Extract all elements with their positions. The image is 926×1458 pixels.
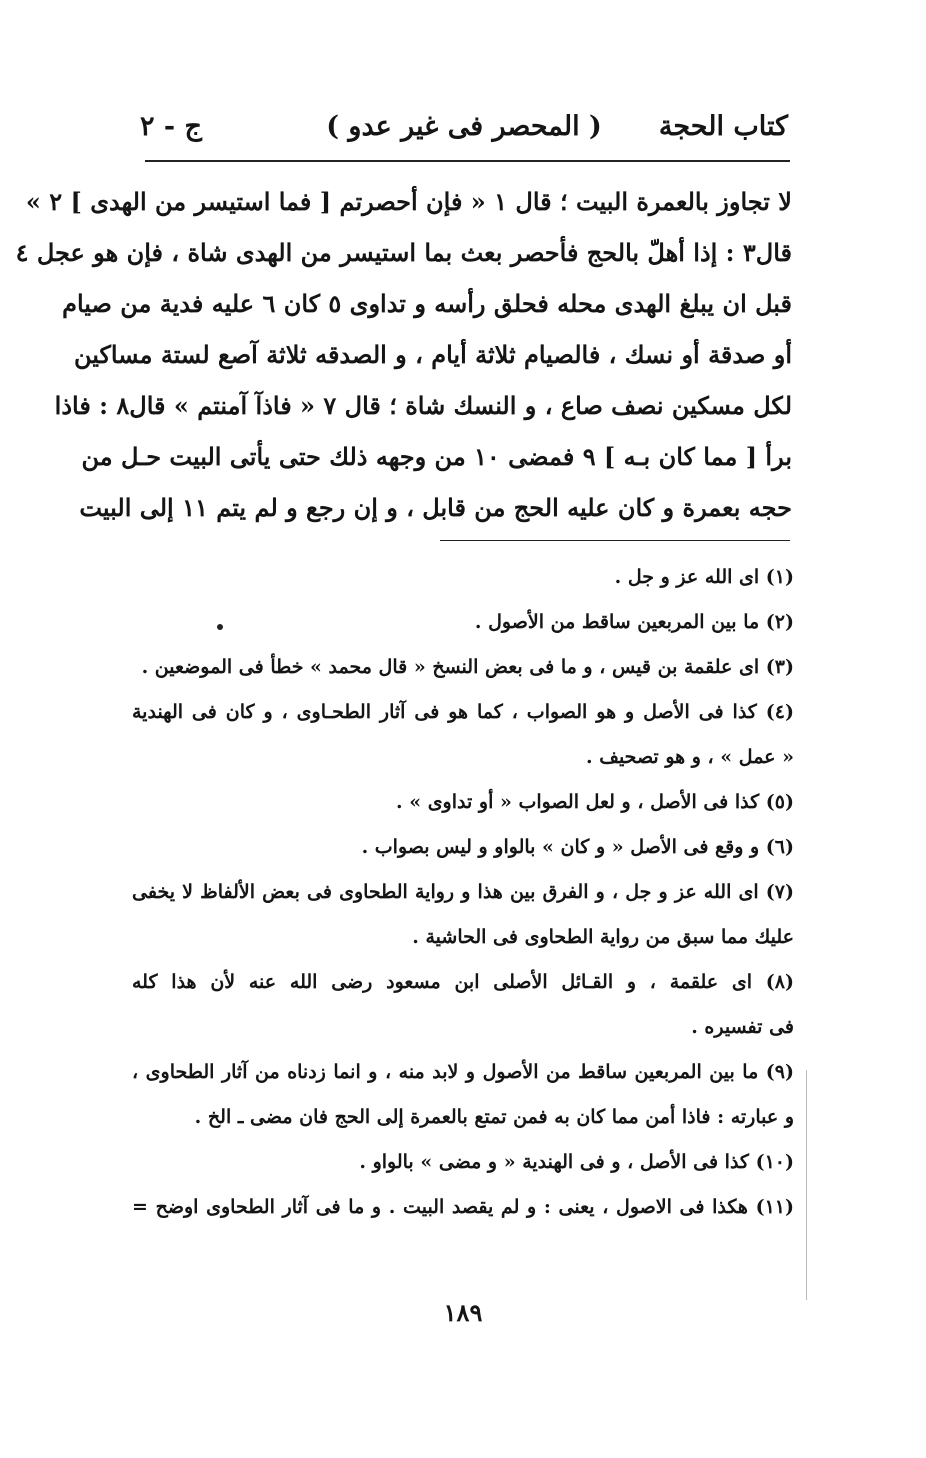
scan-edge-line	[806, 1070, 807, 1300]
footnote: (١٠) كذا فى الأصل ، و فى الهندية « و مضى » بالواو .	[359, 1151, 794, 1173]
text-line: قال٣ : إذا أهلّ بالحج فأحصر بعث بما استيسر من الهدى شاة ، فإن هو عجل ٤	[15, 238, 792, 267]
main-text	[15, 176, 792, 533]
footnote-continuation: « عمل » ، و هو تصحيف .	[586, 746, 794, 768]
footnote: (٢) ما بين المربعين ساقط من الأصول .	[474, 611, 794, 633]
text-line: أو صدقة أو نسك ، فالصيام ثلاثة أيام ، و الصدقه ثلاثة آصع لستة مساكين	[73, 340, 792, 369]
chapter-title: ( المحصر فى غير عدو )	[326, 111, 602, 142]
text-line: برأ [ مما كان بـه ] ٩ فمضى ١٠ من وجهه ذلك حتى يأتى البيت حـل من	[81, 442, 792, 471]
running-header	[140, 104, 788, 150]
footnote-rule	[440, 540, 790, 541]
scan-speck	[217, 624, 223, 630]
book-title: كتاب الحجة	[658, 111, 788, 142]
text-line: حجه بعمرة و كان عليه الحج من قابل ، و إن رجع و لم يتم ١١ إلى البيت	[79, 493, 792, 522]
footnote: (٨) اى علقمة ، و القـائل الأصلى ابن مسعود رضى الله عنه لأن هذا كله	[132, 971, 794, 993]
footnote: (١) اى الله عز و جل .	[614, 566, 794, 588]
footnote-continuation: و عبارته : فاذا أمن مما كان به فمن تمتع بالعمرة إلى الحج فان مضى ـ الخ .	[194, 1106, 794, 1128]
footnote: (٩) ما بين المربعين ساقط من الأصول و لابد منه ، و انما زدناه من آثار الطحاوى ،	[132, 1061, 794, 1083]
header-rule	[145, 160, 790, 162]
footnote: (٧) اى الله عز و جل ، و الفرق بين هذا و رواية الطحاوى فى بعض الألفاظ لا يخفى	[132, 881, 794, 903]
page-number: ١٨٩	[443, 1298, 483, 1327]
text-line: قبل ان يبلغ الهدى محله فحلق رأسه و تداوى ٥ كان ٦ عليه فدية من صيام	[62, 289, 792, 318]
text-line: لكل مسكين نصف صاع ، و النسك شاة ؛ قال ٧ « فاذآ آمنتم » قال٨ : فاذا	[54, 391, 792, 420]
footnote: (٥) كذا فى الأصل ، و لعل الصواب « أو تداوى » .	[395, 791, 794, 813]
footnote: (١١) هكذا فى الاصول ، يعنى : و لم يقصد البيت . و ما فى آثار الطحاوى اوضح =	[132, 1196, 794, 1218]
footnotes	[132, 555, 794, 1230]
footnote-continuation: عليك مما سبق من رواية الطحاوى فى الحاشية .	[412, 926, 794, 948]
footnote-continuation: فى تفسيره .	[691, 1016, 794, 1038]
text-line: لا تجاوز بالعمرة البيت ؛ قال ١ « فإن أحصرتم [ فما استيسر من الهدى ] ٢ »	[25, 187, 792, 216]
footnote: (٦) و وقع فى الأصل « و كان » بالواو و ليس بصواب .	[361, 836, 794, 858]
volume-number: ج - ٢	[140, 111, 202, 142]
footnote: (٤) كذا فى الأصل و هو الصواب ، كما هو فى آثار الطحـاوى ، و كان فى الهندية	[132, 701, 794, 723]
footnote: (٣) اى علقمة بن قيس ، و ما فى بعض النسخ « قال محمد » خطأ فى الموضعين .	[141, 656, 794, 678]
